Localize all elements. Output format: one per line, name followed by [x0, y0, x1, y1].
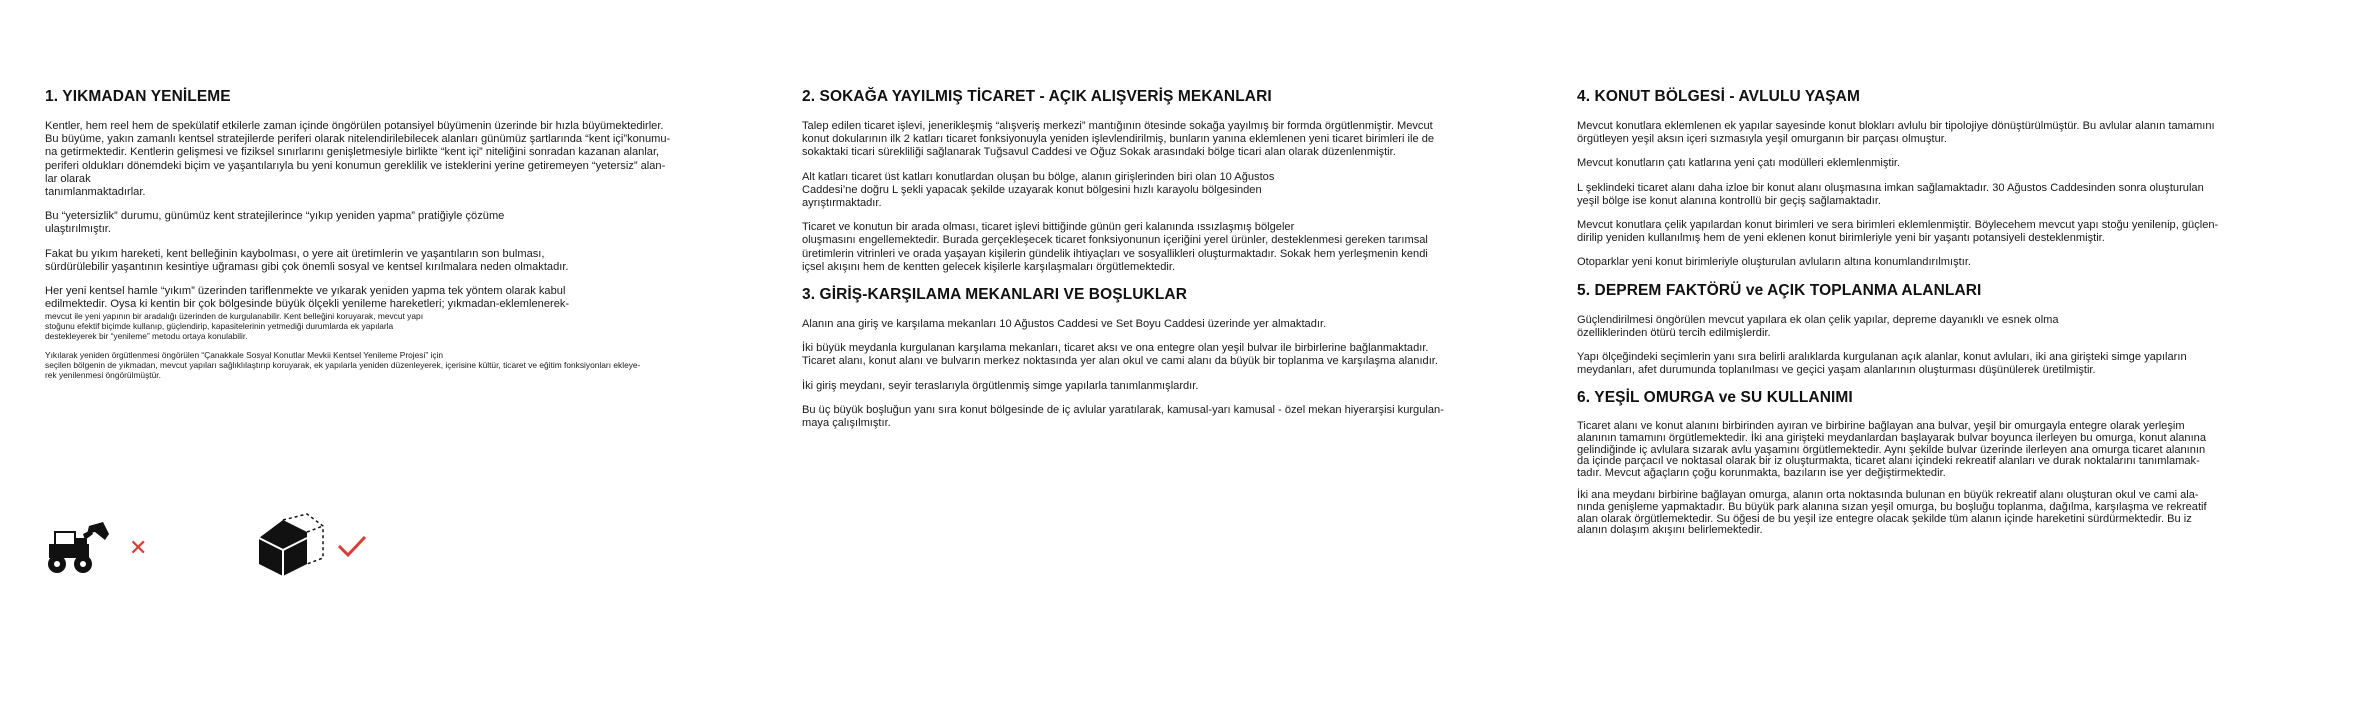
section-1-title: 1. YIKMADAN YENİLEME — [45, 88, 231, 105]
paragraph: Alt katları ticaret üst katları konutlardan oluşan bu bölge, alanın girişlerinden biri olan 10 Ağustos Caddesi’ne doğru L şekli yapacak şekilde uzayarak konut bölgesini hızlı karayolu bölgesinden ayrıştırmaktadır. — [802, 170, 1275, 210]
paragraph: Güçlendirilmesi öngörülen mevcut yapılara ek olan çelik yapılar, depreme dayanıklı ve esnek olma özelliklerinden ötürü tercih edilmişlerdir. — [1577, 313, 2059, 339]
section-5-title: 5. DEPREM FAKTÖRÜ ve AÇIK TOPLANMA ALANLARI — [1577, 281, 1982, 299]
section-2 — [802, 88, 1502, 274]
section-6 — [1577, 389, 2297, 536]
paragraph: Otoparklar yeni konut birimleriyle oluşturulan avluların altına konumlandırılmıştır. — [1577, 256, 1972, 269]
paragraph: Mevcut konutlara eklemlenen ek yapılar sayesinde konut blokları avlulu bir tipolojiye dönüştürülmüştür. Bu avlular alanın tamamını örgütleyen yeşil aksın içeri sızmasıyla yeşil omurganın bir parçası olmuştur. — [1577, 120, 2215, 146]
paragraph: İki giriş meydanı, seyir teraslarıyla örgütlenmiş simge yapılarla tanımlanmışlardır. — [802, 379, 1199, 392]
paragraph: Ticaret ve konutun bir arada olması, ticaret işlevi bittiğinde günün geri kalanında ıssızlaşmış bölgeler oluşmasını engellemektedir. Burada gerçekleşecek ticaret fonksiyonunun içeriğini yerel ürünler, desteklenmesi gereken tarımsal üretimlerin vitrinleri ve orada yaşayan kişilerin gündelik ihtiyaçları ve sosyallikleri oluşturmaktadır. Sokak hem yerleşmenin kendi içsel akışını hem de kentten gelecek kişilerle karşılaşmaları örgütlemektedir. — [802, 221, 1428, 273]
cross-icon: ✕ — [129, 536, 148, 561]
paragraph: Kentler, hem reel hem de spekülatif etkilerle zaman içinde öngörülen potansiyel büyümenin üzerinde bir hızla büyümektedirler. Bu büyüme, yakın zamanlı kentsel stratejilerde periferi olarak nitelendirilebilecek alanları günümüz şartlarında “kent içi”konumu- na getirmektedir. Kentlerin gelişmesi ve fiziksel sınırlarını genişletmesiyle birlikte “kent içi” niteliğini sonradan kazanan alanlar, periferi oldukları dönemdeki biçim ve yaşantılarıyla bu yeni konumun gereklilik ve isteklerini yerine getiremeyen “yetersiz” alan- lar olarak tanımlanmaktadırlar. — [45, 120, 671, 199]
paragraph: İki büyük meydanla kurgulanan karşılama mekanları, ticaret aksı ve ona entegre olan yeşil bulvar ile birbirlerine bağlanmaktadır. Ticaret alanı, konut alanı ve bulvarın merkez noktasında yer alan okul ve cami alanı da büyük bir toplanma ve karşılaşma alanıdır. — [802, 342, 1438, 368]
paragraph: Yapı ölçeğindeki seçimlerin yanı sıra belirli aralıklarda kurgulanan açık alanlar, konut avluları, iki ana girişteki simge yapıların meydanları, afet durumunda toplanılması ve geçici yaşam alanlarının oluşturması düşünülerek üretilmiştir. — [1577, 351, 2187, 377]
paragraph: Her yeni kentsel hamle “yıkım” üzerinden tariflenmekte ve yıkarak yeniden yapma tek yöntem olarak kabul edilmektedir. Oysa ki kentin bir çok bölgesinde büyük ölçekli yenileme hareketleri; yıkmadan-eklemlenerek- — [45, 285, 570, 311]
paragraph: Talep edilen ticaret işlevi, jenerikleşmiş “alışveriş merkezi” mantığının ötesinde sokağa yayılmış bir formda örgütlenmiştir. Mevcut konut dokularının ilk 2 katları ticaret fonksiyonuyla yeniden işlevlendirilmiş, bunların yanına eklemlenen yeni ticaret birimleri ile de sokaktaki ticari sürekliliği sağlanarak Tuğsavul Caddesi ve Oğuz Sokak arasındaki bölge ticari alan olarak düzenlenmiştir. — [802, 120, 1435, 159]
section-4 — [1577, 88, 2297, 270]
paragraph: Ticaret alanı ve konut alanını birbirinden ayıran ve birbirine bağlayan ana bulvar, yeşil bir omurgayla entegre olarak yerleşim alanının tamamını örgütlemektedir. İki ana girişteki meydanlardan başlayarak bulvar boyunca ilerleyen bu omurga, konut alanına gelindiğinde iç avlulara sızarak avlu yaşamını örgütlemektedir. Aynı şekilde bulvar üzerinde ilerleyen ana omurga ticaret alanının da içinde parçacıl ve noktasal olarak bir iz oluşturmakta, ticaret alanı içindeki rekreatif alanları ve durak noktalarını tanımlamak- tadır. Mevcut ağaçların çoğu korunmakta, bazıların ise yer değiştirmektedir. — [1577, 420, 2207, 479]
paragraph: Alanın ana giriş ve karşılama mekanları 10 Ağustos Caddesi ve Set Boyu Caddesi üzerinde yer almaktadır. — [802, 318, 1327, 331]
house-addition-icon — [253, 512, 327, 580]
section-6-title: 6. YEŞİL OMURGA ve SU KULLANIMI — [1577, 389, 1853, 407]
section-4-title: 4. KONUT BÖLGESİ - AVLULU YAŞAM — [1577, 88, 1860, 105]
bulldozer-icon — [45, 520, 111, 576]
check-icon — [337, 534, 367, 558]
small-paragraph: Yıkılarak yeniden örgütlenmesi öngörülen “Çanakkale Sosyal Konutlar Mevkii Kentsel Yenileme Projesi” için seçilen bölgenin de yıkmadan, mevcut yapıları sağlıklılaştırıp koruyarak, ek yapılarla yeniden düzenleyerek, içerisine kültür, ticaret ve eğitim fonksiyonları ekleye- rek yenilenmesi öngörülmüştür. — [45, 350, 641, 381]
comparison-icons — [45, 512, 385, 584]
section-3-title: 3. GİRİŞ-KARŞILAMA MEKANLARI VE BOŞLUKLAR — [802, 286, 1187, 304]
paragraph: Mevcut konutların çatı katlarına yeni çatı modülleri eklemlenmiştir. — [1577, 157, 1901, 170]
section-5 — [1577, 282, 2297, 378]
column-3 — [1577, 88, 2297, 549]
section-3 — [802, 286, 1502, 430]
paragraph: Bu üç büyük boşluğun yanı sıra konut bölgesinde de iç avlular yaratılarak, kamusal-yarı kamusal - özel mekan hiyerarşisi kurgulan- maya çalışılmıştır. — [802, 403, 1444, 430]
paragraph: Fakat bu yıkım hareketi, kent belleğinin kaybolması, o yere ait üretimlerin ve yaşantıların son bulması, sürdürülebilir yaşantının kesintiye uğraması gibi çok önemli sosyal ve kentsel kırılmalara neden olmaktadır. — [45, 247, 569, 273]
section-2-title: 2. SOKAĞA YAYILMIŞ TİCARET - AÇIK ALIŞVERİŞ MEKANLARI — [802, 88, 1272, 105]
paragraph: Bu “yetersizlik” durumu, günümüz kent stratejilerince “yıkıp yeniden yapma” pratiğiyle çözüme ulaştırılmıştır. — [45, 210, 505, 236]
paragraph: L şeklindeki ticaret alanı daha izloe bir konut alanı oluşmasına imkan sağlamaktadır. 30 Ağustos Caddesinden sonra oluşturulan yeşil bölge ise konut alanına kontrollü bir geçiş sağlamaktadır. — [1577, 181, 2204, 207]
small-paragraph: mevcut ile yeni yapının bir aradalığı üzerinden de kurgulanabilir. Kent belleğini koruyarak, mevcut yapı stoğunu efektif biçimde kullanıp, güçlendirip, kapasitelerinin yetmediği durumlarda ek yapılarla destekleyerek bir “yenileme” metodu ortaya konulabilir. — [45, 311, 424, 342]
column-2 — [802, 88, 1502, 442]
paragraph: İki ana meydanı birbirine bağlayan omurga, alanın orta noktasında bulunan en büyük rekreatif alanı oluşturan okul ve cami ala- nında genişleme yapmaktadır. Bu büyük park alanına sızan yeşil omurga, bu boşluğu toplanma, dağılma, karşılaşma ve rekreatif alan olarak örgütlemektedir. Su öğesi de bu yeşil ize entegre olacak şekilde tüm alanın içinde hareketini sürdürmektedir. Bu iz alanın dolaşım akışını belirlemektedir. — [1577, 489, 2207, 537]
paragraph: Mevcut konutlara çelik yapılardan konut birimleri ve sera birimleri eklemlenmiştir. Böylecehem mevcut yapı stoğu yenilenip, güçlen- dirilip yeniden kullanılmış hem de yeni eklenen konut birimleriyle yeni bir yaşantı potansiyeli desteklenmiştir. — [1577, 219, 2219, 245]
section-1-column — [45, 88, 745, 389]
